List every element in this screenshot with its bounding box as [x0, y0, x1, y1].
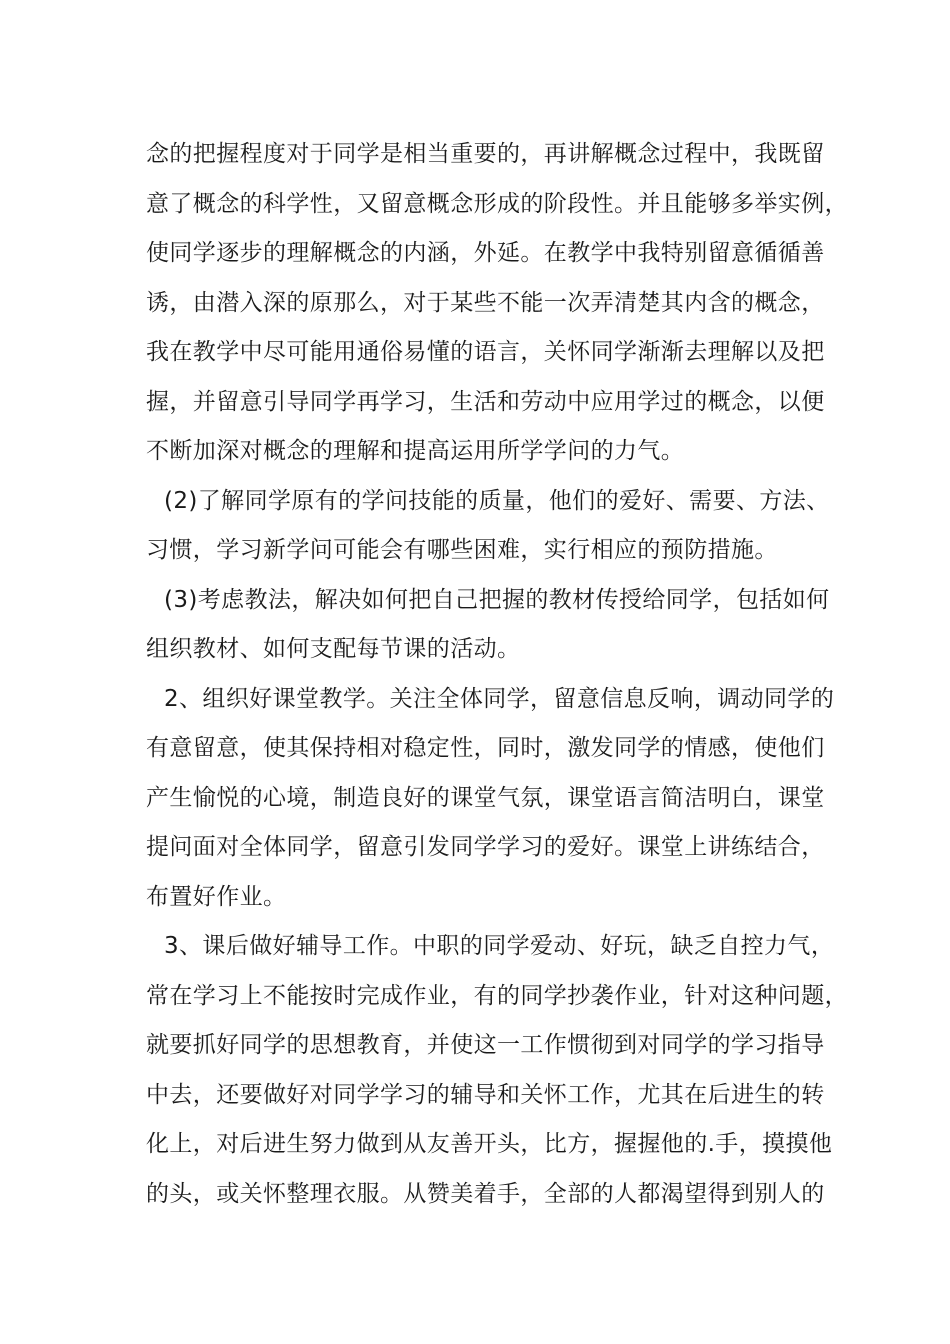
text-line: 意了概念的科学性，又留意概念形成的阶段性。并且能够多举实例， — [146, 190, 848, 217]
text-line: 产生愉悦的心境，制造良好的课堂气氛，课堂语言简洁明白，课堂 — [146, 784, 825, 811]
text-line: 布置好作业。 — [146, 883, 287, 910]
document-body — [146, 130, 848, 1219]
text-line: 化上，对后进生努力做到从友善开头，比方，握握他的.手，摸摸他 — [146, 1131, 833, 1157]
text-line: (2)了解同学原有的学问技能的质量，他们的爱好、需要、方法、 — [164, 487, 830, 514]
text-line: 常在学习上不能按时完成作业，有的同学抄袭作业，针对这种问题， — [146, 982, 848, 1009]
text-line: 2、组织好课堂教学。关注全体同学，留意信息反响，调动同学的 — [164, 685, 835, 712]
text-line: 3、课后做好辅导工作。中职的同学爱动、好玩，缺乏自控力气， — [164, 933, 835, 959]
text-line: 念的把握程度对于同学是相当重要的，再讲解概念过程中，我既留 — [146, 141, 825, 167]
text-line: (3)考虑教法，解决如何把自己把握的教材传授给同学，包括如何 — [164, 586, 830, 613]
text-line: 中去，还要做好对同学学习的辅导和关怀工作，尤其在后进生的转 — [146, 1081, 825, 1108]
text-line: 的头，或关怀整理衣服。从赞美着手，全部的人都渴望得到别人的 — [146, 1180, 825, 1207]
text-line: 组织教材、如何支配每节课的活动。 — [146, 636, 521, 662]
text-line: 提问面对全体同学，留意引发同学学习的爱好。课堂上讲练结合， — [146, 834, 825, 860]
text-line: 使同学逐步的理解概念的内涵，外延。在教学中我特别留意循循善 — [146, 240, 825, 266]
text-line: 有意留意，使其保持相对稳定性，同时，激发同学的情感，使他们 — [146, 735, 825, 761]
text-line: 就要抓好同学的思想教育，并使这一工作惯彻到对同学的学习指导 — [146, 1032, 825, 1058]
text-line: 握，并留意引导同学再学习，生活和劳动中应用学过的概念，以便 — [146, 388, 825, 415]
text-line: 我在教学中尽可能用通俗易懂的语言，关怀同学渐渐去理解以及把 — [146, 339, 825, 365]
text-line: 诱，由潜入深的原那么，对于某些不能一次弄清楚其内含的概念， — [146, 289, 825, 316]
text-line: 习惯，学习新学问可能会有哪些困难，实行相应的预防措施。 — [146, 537, 778, 563]
text-line: 不断加深对概念的理解和提高运用所学学问的力气。 — [146, 438, 685, 464]
